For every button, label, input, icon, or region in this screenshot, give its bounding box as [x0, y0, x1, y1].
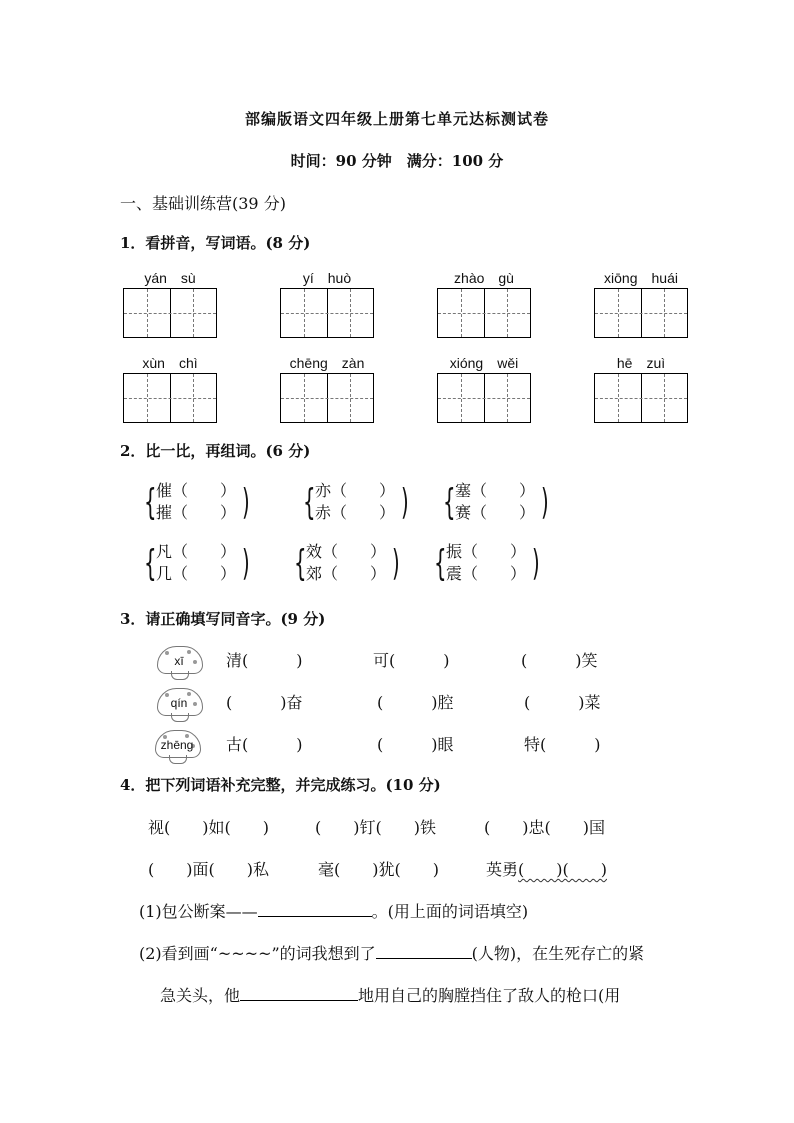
- idiom-blank[interactable]: ( )忠( )国: [484, 818, 605, 837]
- left-brace: {: [294, 543, 307, 584]
- writing-grid[interactable]: [437, 373, 531, 423]
- mushroom-pinyin-icon: [155, 730, 199, 762]
- homophone-blank[interactable]: 清( ): [226, 651, 303, 670]
- question-3-heading: 3．请正确填写同音字。(9 分): [120, 610, 326, 628]
- subquestion-2-continued: [160, 983, 620, 1006]
- homophone-blank[interactable]: ( )腔: [377, 693, 454, 712]
- pinyin-label: xióng wěi: [449, 355, 519, 371]
- question-2-heading: 2．比一比，再组词。(6 分): [120, 442, 311, 460]
- subquestion-text: (人物)，在生死存亡的紧: [471, 944, 645, 963]
- right-paren: ): [392, 543, 400, 584]
- subquestion-text: 急关头，他: [160, 986, 241, 1005]
- subquestion-text: 。(用上面的词语填空): [371, 902, 529, 921]
- compare-item[interactable]: 催（ ）: [156, 481, 237, 500]
- compare-item[interactable]: 赤（ ）: [315, 503, 396, 522]
- homophone-blank[interactable]: ( )笑: [521, 651, 598, 670]
- pinyin-label: xùn chì: [142, 355, 198, 371]
- section-heading: 一、基础训练营(39 分): [120, 194, 286, 213]
- idiom-blank[interactable]: ( )面( )私: [148, 860, 269, 879]
- pinyin-label: zhào gù: [454, 270, 514, 286]
- idiom-blank[interactable]: 视( )如( ): [148, 818, 269, 837]
- exam-time-score: 时间：90 分钟 满分：100 分: [290, 152, 504, 170]
- mushroom-pinyin-label: xī: [174, 654, 184, 668]
- mushroom-pinyin-label: qín: [170, 696, 188, 710]
- char-compare-group: [303, 480, 413, 528]
- answer-line[interactable]: [376, 942, 472, 959]
- left-brace: {: [434, 543, 447, 584]
- left-brace: {: [303, 482, 316, 523]
- compare-item[interactable]: 几（ ）: [156, 564, 237, 583]
- writing-grid[interactable]: [123, 373, 217, 423]
- mushroom-pinyin-label: zhēng: [160, 738, 194, 752]
- char-compare-group: [434, 541, 544, 589]
- subquestion-text: (1)包公断案——: [139, 902, 258, 921]
- char-compare-group: [294, 541, 404, 589]
- compare-item[interactable]: 亦（ ）: [315, 481, 396, 500]
- homophone-blank[interactable]: 古( ): [226, 735, 303, 754]
- compare-item[interactable]: 塞（ ）: [455, 481, 536, 500]
- writing-grid[interactable]: [594, 288, 688, 338]
- homophone-blank[interactable]: ( )眼: [377, 735, 454, 754]
- right-paren: ): [532, 543, 540, 584]
- subquestion-text: (2)看到画“~~~~”的词我想到了: [139, 944, 376, 963]
- mushroom-pinyin-icon: [157, 688, 201, 720]
- compare-item[interactable]: 震（ ）: [446, 564, 527, 583]
- compare-item[interactable]: 效（ ）: [306, 542, 387, 561]
- right-paren: ): [242, 482, 250, 523]
- idiom-blank-wavy[interactable]: [486, 857, 607, 880]
- homophone-blank[interactable]: 特( ): [524, 735, 601, 754]
- subquestion-2: [139, 941, 644, 964]
- writing-grid[interactable]: [280, 288, 374, 338]
- char-compare-group: [144, 480, 254, 528]
- subquestion-text: 地用自己的胸膛挡住了敌人的枪口(用: [358, 986, 621, 1005]
- pinyin-label: yán sù: [144, 270, 196, 286]
- idiom-blank[interactable]: ( )钉( )铁: [315, 818, 436, 837]
- answer-line[interactable]: [240, 984, 358, 1001]
- question-4-heading: 4．把下列词语补充完整，并完成练习。(10 分): [120, 776, 441, 794]
- compare-item[interactable]: 振（ ）: [446, 542, 527, 561]
- idiom-blank[interactable]: 毫( )犹( ): [318, 860, 439, 879]
- idiom-prefix: 英勇: [486, 860, 519, 879]
- writing-grid[interactable]: [280, 373, 374, 423]
- homophone-blank[interactable]: ( )奋: [226, 693, 303, 712]
- wavy-underlined-blank[interactable]: ( )( ): [518, 860, 607, 879]
- pinyin-label: xiōng huái: [604, 270, 678, 286]
- char-compare-group: [443, 480, 553, 528]
- right-paren: ): [242, 543, 250, 584]
- writing-grid[interactable]: [437, 288, 531, 338]
- left-brace: {: [443, 482, 456, 523]
- homophone-blank[interactable]: ( )菜: [524, 693, 601, 712]
- pinyin-label: yí huò: [302, 270, 352, 286]
- mushroom-pinyin-icon: [157, 646, 201, 678]
- right-paren: ): [541, 482, 549, 523]
- homophone-blank[interactable]: 可( ): [373, 651, 450, 670]
- compare-item[interactable]: 摧（ ）: [156, 503, 237, 522]
- left-brace: {: [144, 543, 157, 584]
- writing-grid[interactable]: [594, 373, 688, 423]
- writing-grid[interactable]: [123, 288, 217, 338]
- subquestion-1: [139, 899, 528, 922]
- char-compare-group: [144, 541, 254, 589]
- right-paren: ): [401, 482, 409, 523]
- compare-item[interactable]: 凡（ ）: [156, 542, 237, 561]
- pinyin-label: chēng zàn: [289, 355, 365, 371]
- answer-line[interactable]: [258, 900, 372, 917]
- pinyin-label: hē zuì: [616, 355, 666, 371]
- page-title: 部编版语文四年级上册第七单元达标测试卷: [244, 110, 549, 128]
- question-1-heading: 1．看拼音，写词语。(8 分): [120, 234, 311, 252]
- compare-item[interactable]: 郊（ ）: [306, 564, 387, 583]
- compare-item[interactable]: 赛（ ）: [455, 503, 536, 522]
- left-brace: {: [144, 482, 157, 523]
